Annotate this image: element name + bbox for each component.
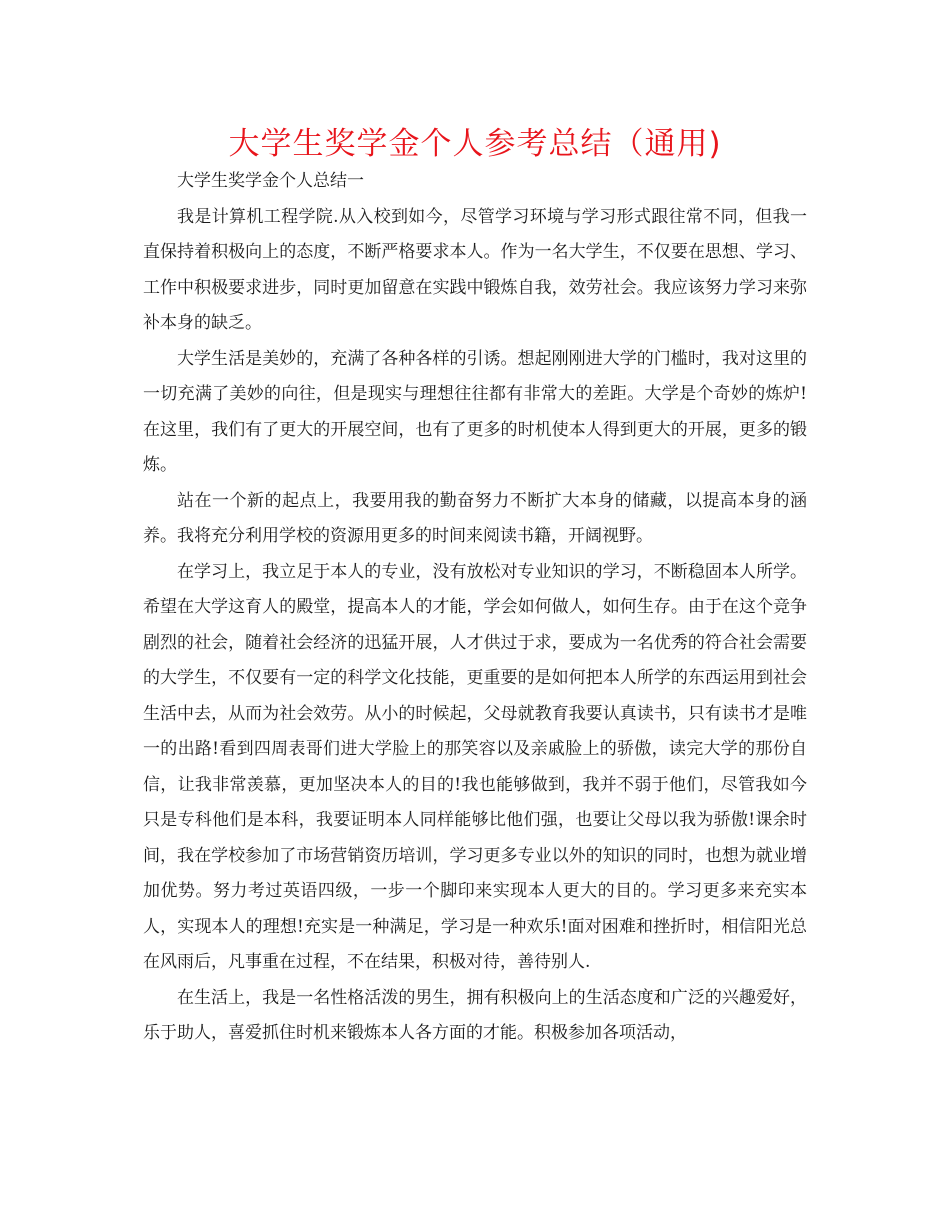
- section-heading: 大学生奖学金个人总结一: [177, 171, 364, 191]
- document-body: [143, 164, 807, 1052]
- paragraph: 在学习上，我立足于本人的专业，没有放松对专业知识的学习，不断稳固本人所学。希望在大学这育人的殿堂，提高本人的才能，学会如何做人，如何生存。由于在这个竞争剧烈的社会，随着社会经济的迅猛开展，人才供过于求，要成为一名优秀的符合社会需要的大学生，不仅要有一定的科学文化技能，更重要的是如何把本人所学的东西运用到社会生活中去，从而为社会效劳。从小的时候起，父母就教育我要认真读书，只有读书才是唯一的出路!看到四周表哥们进大学脸上的那笑容以及亲戚脸上的骄傲，读完大学的那份自信，让我非常羡慕，更加坚决本人的目的!我也能够做到，我并不弱于他们，尽管我如今只是专科他们是本科，我要证明本人同样能够比他们强，也要让父母以我为骄傲!课余时间，我在学校参加了市场营销资历培训，学习更多专业以外的知识的同时，也想为就业增加优势。努力考过英语四级，一步一个脚印来实现本人更大的目的。学习更多来充实本人，实现本人的理想!充实是一种满足，学习是一种欢乐!面对困难和挫折时，相信阳光总在风雨后，凡事重在过程，不在结果，积极对待，善待别人.: [143, 561, 807, 972]
- document-title: 大学生奖学金个人参考总结（通用): [228, 126, 722, 162]
- paragraph: 站在一个新的起点上，我要用我的勤奋努力不断扩大本身的储藏，以提高本身的涵养。我将充分利用学校的资源用更多的时间来阅读书籍，开阔视野。: [143, 490, 807, 546]
- paragraph: 我是计算机工程学院.从入校到如今，尽管学习环境与学习形式跟往常不同，但我一直保持着积极向上的态度，不断严格要求本人。作为一名大学生，不仅要在思想、学习、工作中积极要求进步，同时更加留意在实践中锻炼自我，效劳社会。我应该努力学习来弥补本身的缺乏。: [143, 206, 807, 333]
- paragraph: 大学生活是美妙的，充满了各种各样的引诱。想起刚刚进大学的门槛时，我对这里的一切充满了美妙的向往，但是现实与理想往往都有非常大的差距。大学是个奇妙的炼炉!在这里，我们有了更大的开展空间，也有了更多的时机使本人得到更大的开展，更多的锻炼。: [143, 348, 807, 475]
- paragraph: 在生活上，我是一名性格活泼的男生，拥有积极向上的生活态度和广泛的兴趣爱好，乐于助人，喜爱抓住时机来锻炼本人各方面的才能。积极参加各项活动，: [143, 987, 807, 1043]
